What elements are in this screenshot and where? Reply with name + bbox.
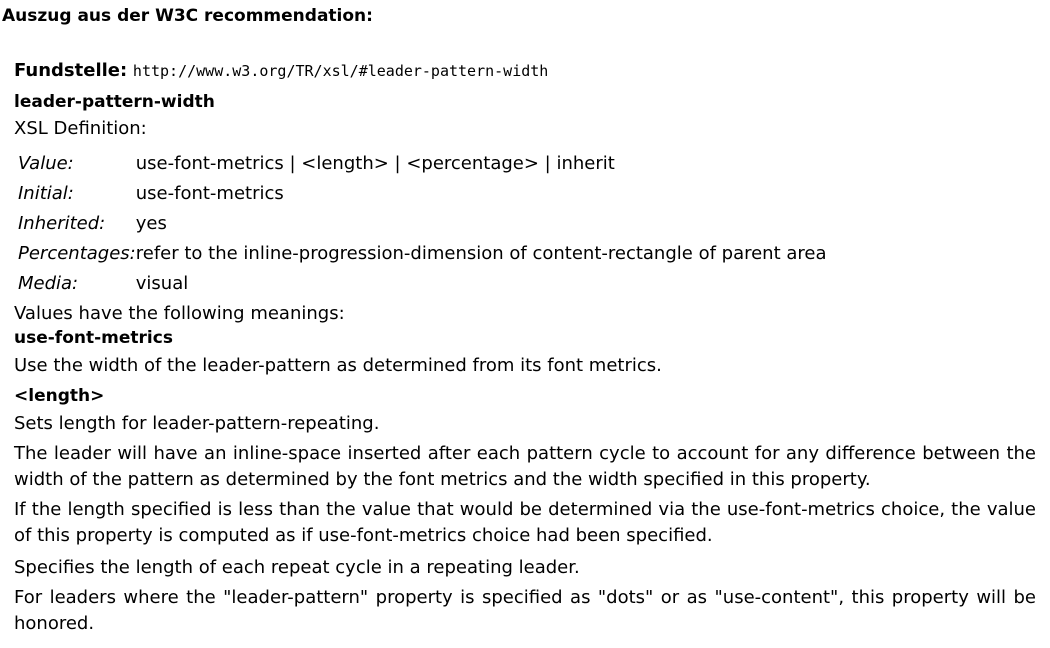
page-header: Auszug aus der W3C recommendation: [2,6,373,26]
definition-row [18,268,827,298]
definition-row [18,148,827,178]
definition-value: yes [135,212,167,234]
value-description: Sets length for leader-pattern-repeating. [14,413,380,434]
definition-value: refer to the inline-progression-dimension of content-rectangle of parent area [135,242,827,264]
document-content [14,58,1036,637]
definition-key: Media: [18,272,79,294]
definition-key: Inherited: [18,212,106,234]
property-name: leader-pattern-width [14,92,215,112]
summary-paragraph: Specifies the length of each repeat cycle in a repeating leader. [14,557,580,578]
summary-paragraph: For leaders where the "leader-pattern" property is specified as "dots" or as "use-content", this property will be honored. [14,587,1036,634]
definition-row [18,178,827,208]
meanings-intro: Values have the following meanings: [14,303,345,324]
value-term: use-font-metrics [14,328,173,348]
definition-table [18,148,827,298]
source-reference [14,58,1036,84]
definition-key: Percentages: [18,242,136,264]
definition-row [18,238,827,268]
value-description: Use the width of the leader-pattern as determined from its font metrics. [14,355,662,376]
source-url: http://www.w3.org/TR/xsl/#leader-pattern-width [132,62,549,80]
definition-key: Initial: [18,182,74,204]
definition-value: use-font-metrics [135,182,284,204]
value-term: <length> [14,386,105,406]
value-description: The leader will have an inline-space inserted after each pattern cycle to account for any difference between the width of the pattern as determined by the font metrics and the width specified in this property. [14,443,1036,490]
definition-value: use-font-metrics | <length> | <percentage> | inherit [135,152,615,174]
definition-key: Value: [18,152,74,174]
source-label: Fundstelle: [14,60,128,81]
definition-label: XSL Definition: [14,118,147,139]
definition-value: visual [135,272,189,294]
value-description: If the length specified is less than the value that would be determined via the use-font-metrics choice, the value of this property is computed as if use-font-metrics choice had been specified. [14,499,1036,546]
definition-row [18,208,827,238]
